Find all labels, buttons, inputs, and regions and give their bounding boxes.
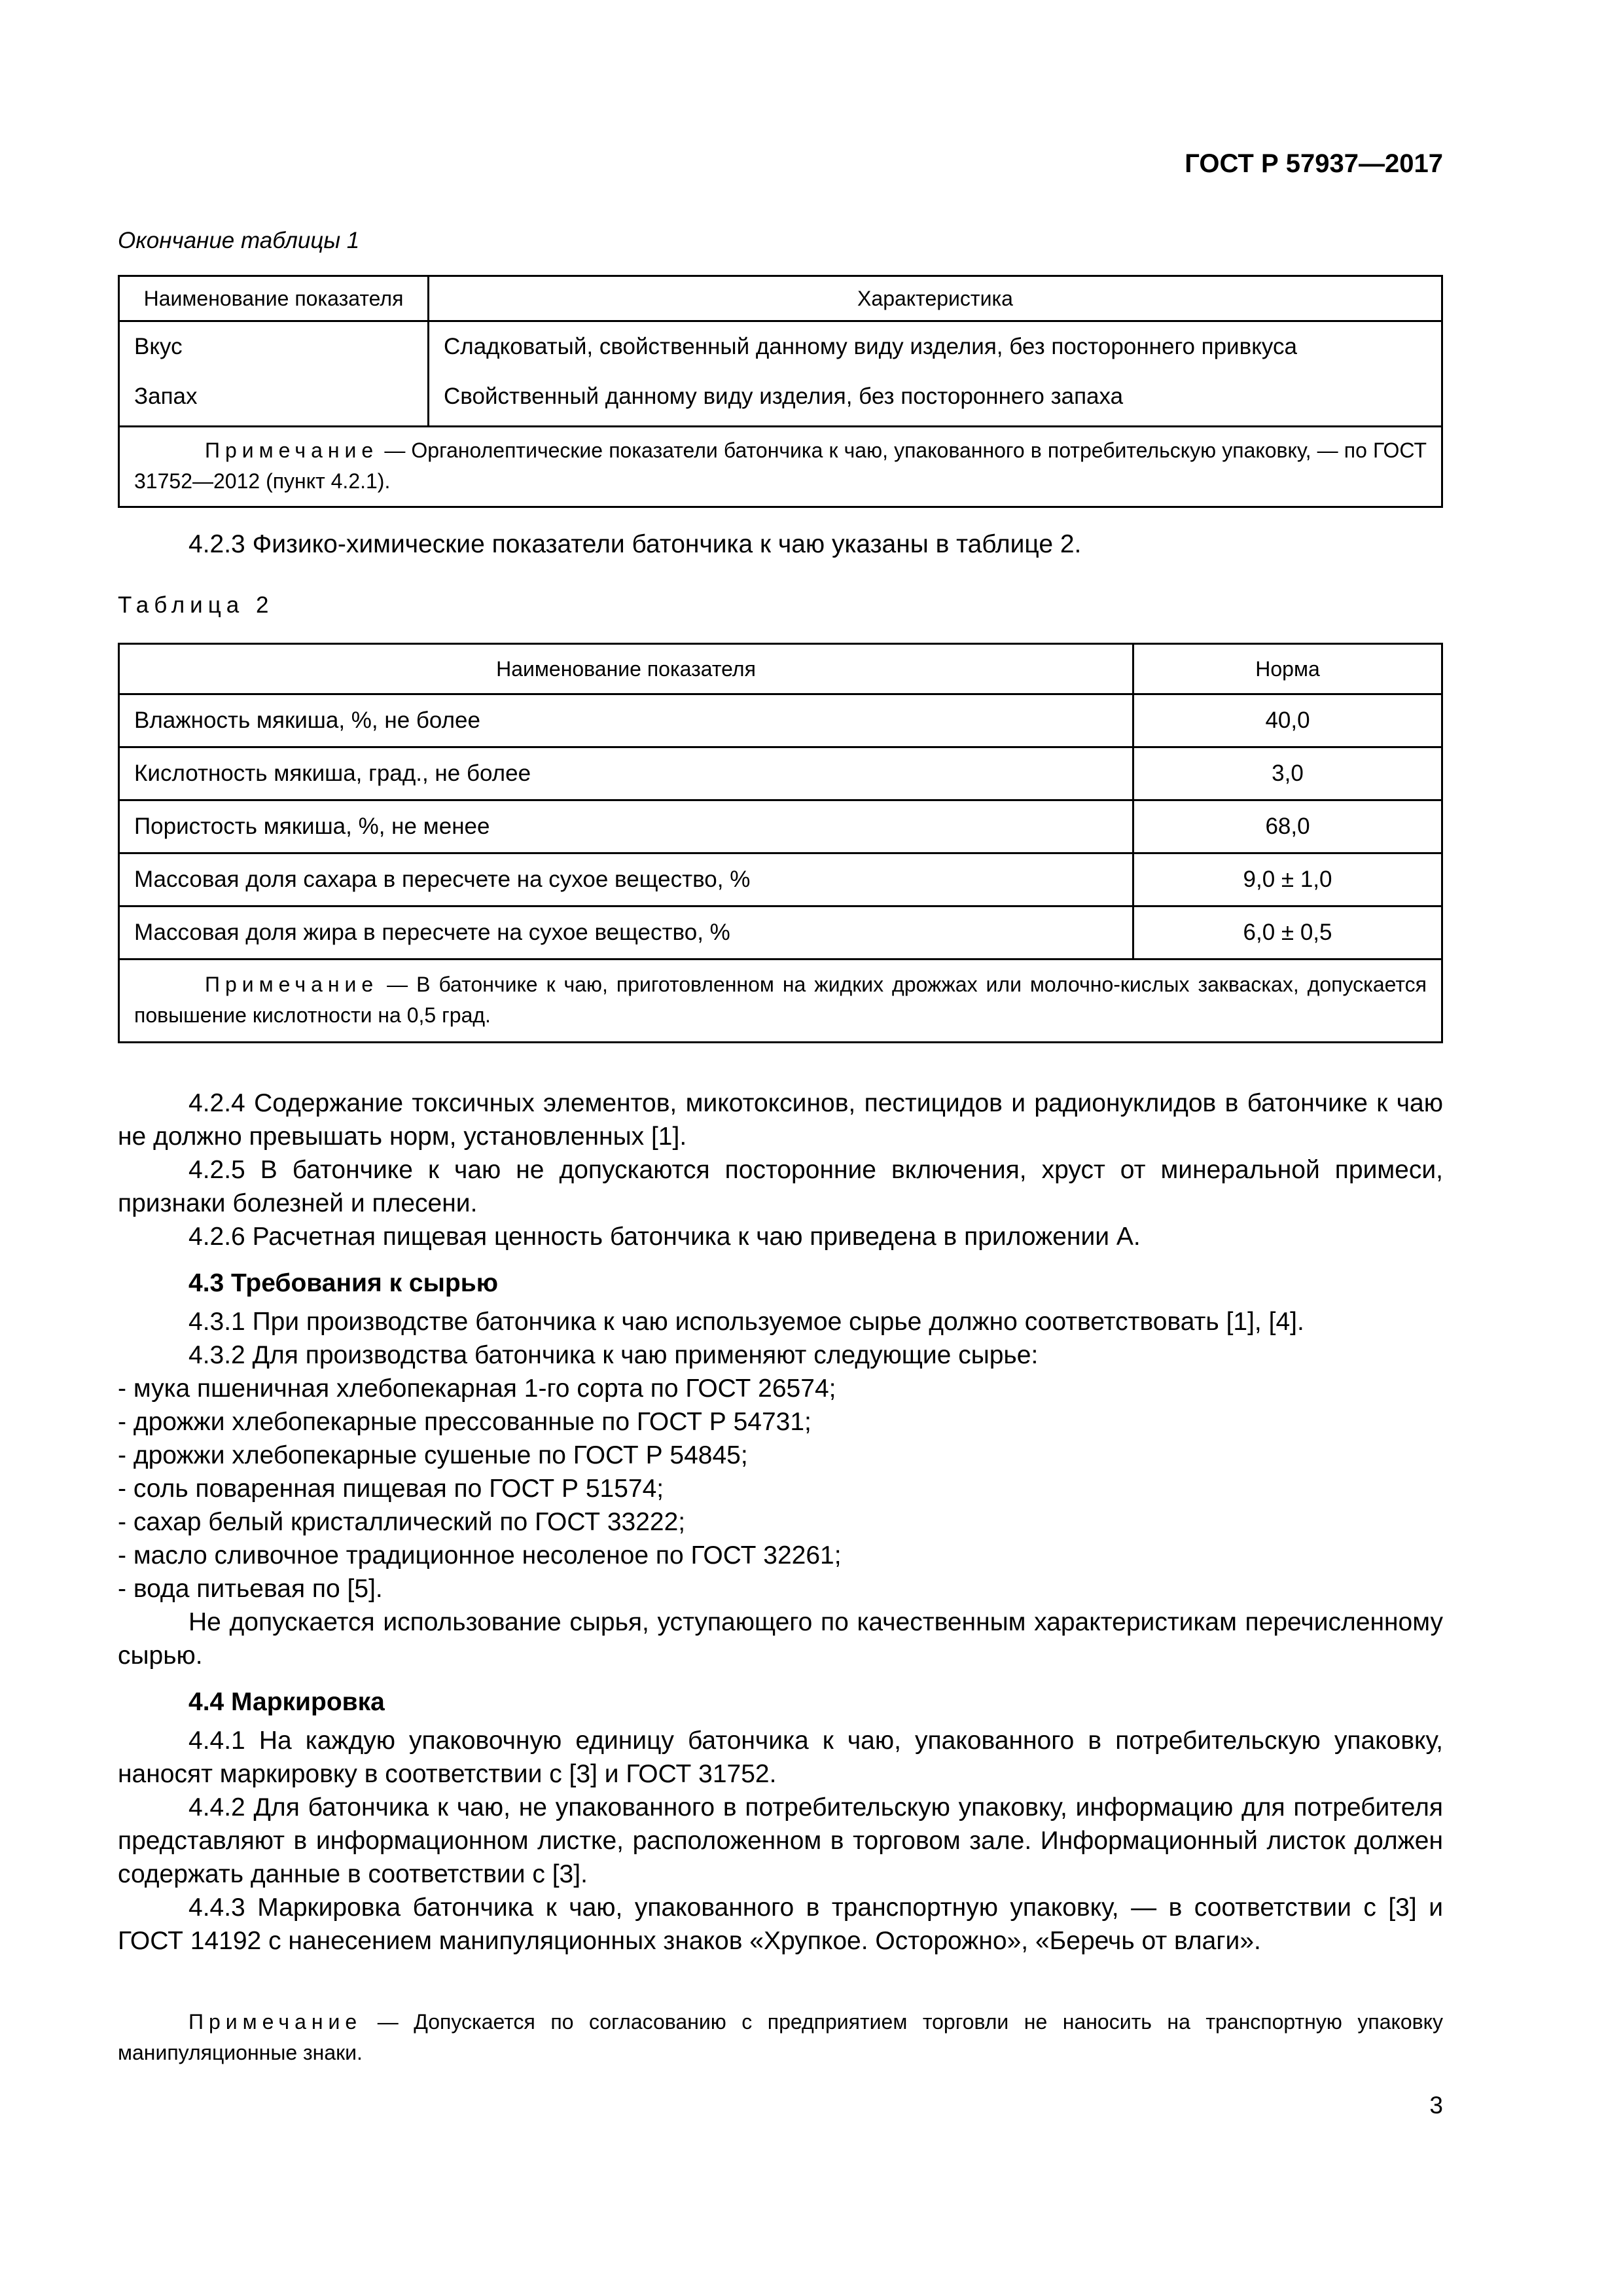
list-item: - дрожжи хлебопекарные прессованные по ГОСТ Р 54731; [118,1408,812,1436]
paragraph-text: 4.2.3 Физико-химические показатели батончика к чаю указаны в таблице 2. [188,530,1082,558]
paragraph-4-3-1: 4.3.1 При производстве батончика к чаю используемое сырье должно соответствовать [1], [4]. [188,1308,1304,1336]
body-text [118,1086,1443,1958]
list-item: - дрожжи хлебопекарные сушеные по ГОСТ Р 54845; [118,1441,748,1469]
table1-col-value-header: Характеристика [429,276,1442,321]
table1-note [119,427,1442,507]
table2-cell-name: Массовая доля жира в пересчете на сухое вещество, % [119,906,1133,960]
paragraph-4-4-1: 4.4.1 На каждую упаковочную единицу батончика к чаю, упакованного в потребительскую упаковку, наносят маркировку в соответствии с [3] и ГОСТ 31752. [118,1727,1443,1788]
page-number: 3 [1429,2092,1443,2119]
paragraph-4-3-2: 4.3.2 Для производства батончика к чаю применяют следующие сырье: [188,1341,1039,1369]
marking-note-text: — Допускается по согласованию с предприятием торговли не наносить на транспортную упаковку манипуляционные знаки. [118,2010,1443,2064]
paragraph-4-2-4: 4.2.4 Содержание токсичных элементов, микотоксинов, пестицидов и радионуклидов в батончике к чаю не должно превышать норм, установленных [1]. [118,1089,1443,1151]
table1-note-label: Примечание [205,439,379,462]
table1 [118,275,1443,508]
paragraph-4-2-5: 4.2.5 В батончике к чаю не допускаются посторонние включения, хруст от минеральной примеси, признаки болезней и плесени. [118,1156,1443,1217]
table2-note-row [119,960,1442,1043]
table1-header-row [119,276,1442,321]
list-item: - соль поваренная пищевая по ГОСТ Р 51574; [118,1475,664,1503]
document-code: ГОСТ Р 57937—2017 [1185,149,1443,178]
table2-cell-value: 9,0 ± 1,0 [1133,853,1442,906]
table1-note-text: — Органолептические показатели батончика к чаю, упакованного в потребительскую упаковку, — по ГОСТ 31752—2012 (пункт 4.2.1). [134,439,1427,493]
table2-cell-name: Пористость мякиша, %, не менее [119,800,1133,853]
table2-cell-value: 3,0 [1133,747,1442,800]
paragraph-4-4-2: 4.4.2 Для батончика к чаю, не упакованного в потребительскую упаковку, информацию для потребителя представляют в информационном листке, расположенном в торговом зале. Информационный листок должен содержать данные в соответствии с [3]. [118,1793,1443,1888]
table1-cell-name: Вкус [119,321,429,382]
table2-cell-value: 40,0 [1133,694,1442,747]
marking-note [118,2007,1443,2068]
raw-materials-list [118,1372,1443,1605]
paragraph-4-2-3 [118,528,1443,561]
table2-note-label: Примечание [205,973,379,996]
table2-cell-name: Кислотность мякиша, град., не более [119,747,1133,800]
table2-note [119,960,1442,1043]
paragraph-4-4-3: 4.4.3 Маркировка батончика к чаю, упакованного в транспортную упаковку, — в соответствии с [3] и ГОСТ 14192 с нанесением манипуляционных знаков «Хрупкое. Осторожно», «Беречь от влаги». [118,1893,1443,1955]
table1-cell-value: Свойственный данному виду изделия, без постороннего запаха [429,381,1442,427]
table-row [119,906,1442,960]
list-item: - сахар белый кристаллический по ГОСТ 33222; [118,1508,686,1536]
document-page [118,0,1443,2296]
table-row [119,694,1442,747]
table1-caption: Окончание таблицы 1 [118,228,360,253]
table2-cell-name: Массовая доля сахара в пересчете на сухое вещество, % [119,853,1133,906]
table-row [119,853,1442,906]
table-row [119,747,1442,800]
table-row [119,800,1442,853]
table2-cell-value: 68,0 [1133,800,1442,853]
section-heading-4-3: 4.3 Требования к сырью [188,1269,499,1297]
list-item: - вода питьевая по [5]. [118,1575,383,1603]
list-item: - мука пшеничная хлебопекарная 1-го сорта по ГОСТ 26574; [118,1374,836,1403]
table1-cell-name: Запах [119,381,429,427]
table-row [119,381,1442,427]
list-item: - масло сливочное традиционное несоленое по ГОСТ 32261; [118,1541,842,1570]
table2-cell-value: 6,0 ± 0,5 [1133,906,1442,960]
table2-cell-name: Влажность мякиша, %, не более [119,694,1133,747]
table1-cell-value: Сладковатый, свойственный данному виду изделия, без постороннего привкуса [429,321,1442,382]
table2-col-name-header: Наименование показателя [119,644,1133,694]
table2-col-norm-header: Норма [1133,644,1442,694]
table1-col-name-header: Наименование показателя [119,276,429,321]
table1-note-row [119,427,1442,507]
table2 [118,643,1443,1043]
paragraph-not-allowed: Не допускается использование сырья, уступающего по качественным характеристикам перечисленному сырью. [118,1608,1443,1670]
marking-note-label: Примечание [188,2010,363,2034]
table2-note-text: — В батончике к чаю, приготовленном на жидких дрожжах или молочно-кислых заквасках, допускается повышение кислотности на 0,5 град. [134,973,1427,1027]
table2-header-row [119,644,1442,694]
table-row [119,321,1442,382]
paragraph-4-2-6: 4.2.6 Расчетная пищевая ценность батончика к чаю приведена в приложении А. [188,1223,1141,1251]
section-heading-4-4: 4.4 Маркировка [188,1688,385,1716]
table2-caption: Таблица 2 [118,592,274,618]
